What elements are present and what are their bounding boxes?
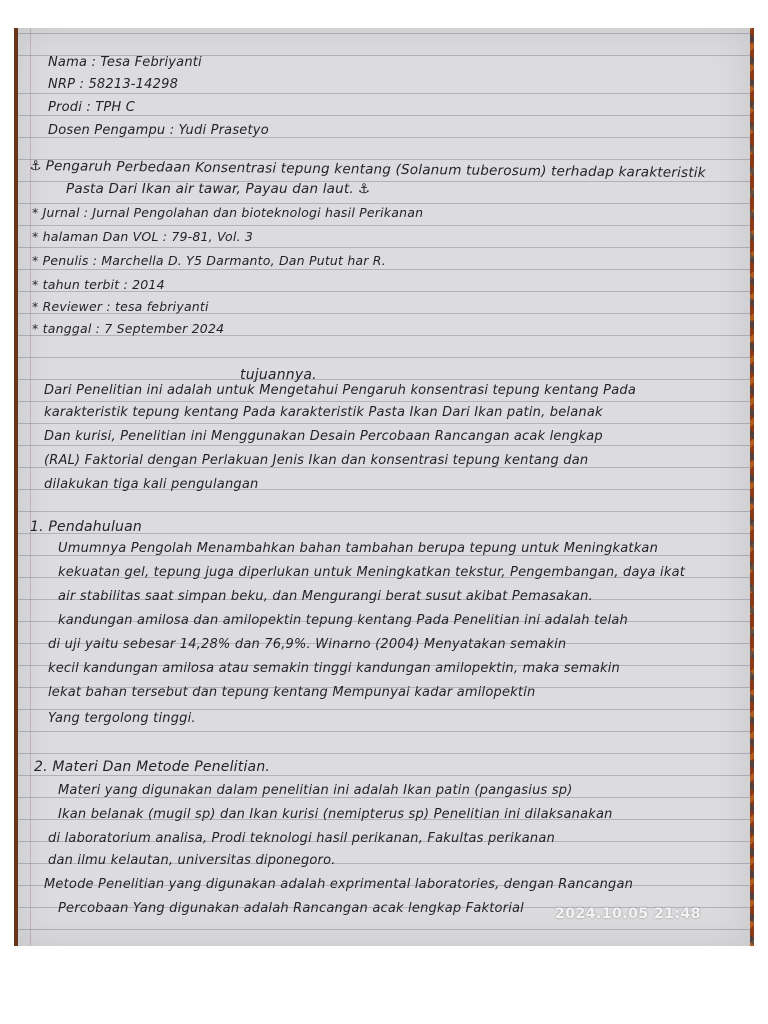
student-name: Nama : Tesa Febriyanti [48,55,202,70]
tujuan-line: Dan kurisi, Penelitian ini Menggunakan Desain Percobaan Rancangan acak lengkap [44,429,603,444]
materi-line: di laboratorium analisa, Prodi teknologi hasil perikanan, Fakultas perikanan [48,831,555,846]
materi-line: Metode Penelitian yang digunakan adalah exprimental laboratories, dengan Rancangan [44,877,634,892]
tujuan-line: Dari Penelitian ini adalah untuk Mengetahui Pengaruh konsentrasi tepung kentang Pada [44,383,636,398]
student-prodi: Prodi : TPH C [48,100,136,115]
tujuan-line: (RAL) Faktorial dengan Perlakuan Jenis Ikan dan konsentrasi tepung kentang dan [44,453,589,468]
materi-heading: 2. Materi Dan Metode Penelitian. [34,759,271,775]
materi-line: Materi yang digunakan dalam penelitian ini adalah Ikan patin (pangasius sp) [58,783,573,798]
pendahuluan-heading: 1. Pendahuluan [30,519,142,535]
pendahuluan-line: air stabilitas saat simpan beku, dan Mengurangi berat susut akibat Pemasakan. [58,589,593,604]
materi-line: Ikan belanak (mugil sp) dan Ikan kurisi (nemipterus sp) Penelitian ini dilaksanakan [58,807,613,822]
meta-jurnal: * Jurnal : Jurnal Pengolahan dan bioteknologi hasil Perikanan [32,205,424,220]
pendahuluan-line: lekat bahan tersebut dan tepung kentang Mempunyai kadar amilopektin [48,685,536,700]
tujuan-line: karakteristik tepung kentang Pada karakteristik Pasta Ikan Dari Ikan patin, belanak [44,405,603,420]
pendahuluan-line: kandungan amilosa dan amilopektin tepung kentang Pada Penelitian ini adalah telah [58,613,628,628]
pendahuluan-line: kekuatan gel, tepung juga diperlukan untuk Meningkatkan tekstur, Pengembangan, daya ikat [58,565,686,580]
meta-penulis: * Penulis : Marchella D. Y5 Darmanto, Dan Putut har R. [32,253,386,268]
article-title-line-2: Pasta Dari Ikan air tawar, Payau dan laut. ⚓ [66,181,370,197]
meta-tahun: * tahun terbit : 2014 [32,277,165,292]
meta-reviewer: * Reviewer : tesa febriyanti [32,299,209,314]
pendahuluan-line: kecil kandungan amilosa atau semakin tinggi kandungan amilopektin, maka semakin [48,661,620,676]
lecturer-name: Dosen Pengampu : Yudi Prasetyo [48,123,269,138]
notebook-page [18,28,750,946]
photo-timestamp: 2024.10.05 21:48 [555,906,702,922]
materi-line: Percobaan Yang digunakan adalah Rancangan acak lengkap Faktorial [58,901,524,916]
tujuan-line: dilakukan tiga kali pengulangan [44,477,259,492]
pendahuluan-line: di uji yaitu sebesar 14,28% dan 76,9%. Winarno (2004) Menyatakan semakin [48,637,567,652]
student-nrp: NRP : 58213-14298 [48,77,179,92]
materi-line: dan ilmu kelautan, universitas diponegoro. [48,853,336,868]
meta-tanggal: * tanggal : 7 September 2024 [32,321,225,336]
tujuan-heading: tujuannya. [240,367,317,383]
pendahuluan-line: Umumnya Pengolah Menambahkan bahan tambahan berupa tepung untuk Meningkatkan [58,541,659,556]
meta-halaman: * halaman Dan VOL : 79-81, Vol. 3 [32,229,254,244]
pendahuluan-line: Yang tergolong tinggi. [48,711,196,726]
article-title-line-1: ⚓ Pengaruh Perbedaan Konsentrasi tepung kentang (Solanum tuberosum) terhadap karakteristik [29,158,706,182]
